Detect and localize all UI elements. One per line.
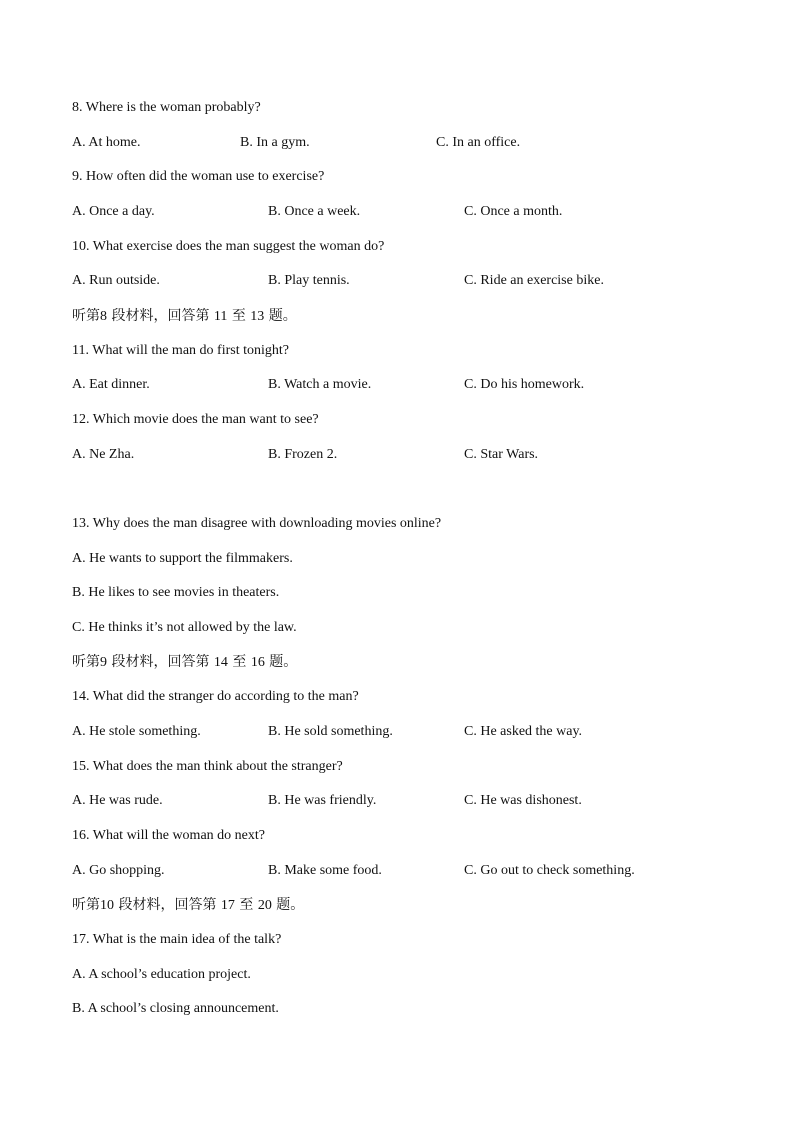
question-12-stem: 12. Which movie does the man want to see? bbox=[72, 412, 319, 427]
question-17-option-a: A. A school’s education project. bbox=[72, 967, 251, 982]
question-9-option-a: A. Once a day. bbox=[72, 204, 155, 219]
section-10-instruction: 听第10 段材料，回答第 17 至 20 题。 bbox=[72, 897, 305, 913]
question-9-option-c: C. Once a month. bbox=[464, 204, 563, 219]
question-13-option-b: B. He likes to see movies in theaters. bbox=[72, 585, 280, 600]
question-17-stem: 17. What is the main idea of the talk? bbox=[72, 932, 282, 947]
question-8-stem: 8. Where is the woman probably? bbox=[72, 100, 261, 115]
question-16-stem: 16. What will the woman do next? bbox=[72, 828, 265, 843]
question-8-option-b: B. In a gym. bbox=[240, 135, 310, 150]
question-13-option-c: C. He thinks it’s not allowed by the law. bbox=[72, 620, 297, 635]
question-9-option-b: B. Once a week. bbox=[268, 204, 361, 219]
question-8-option-c: C. In an office. bbox=[436, 135, 521, 150]
question-10-option-a: A. Run outside. bbox=[72, 273, 160, 288]
question-13-option-a: A. He wants to support the filmmakers. bbox=[72, 551, 293, 566]
section-8-instruction: 听第8 段材料，回答第 11 至 13 题。 bbox=[72, 308, 297, 324]
question-10-option-b: B. Play tennis. bbox=[268, 273, 350, 288]
question-11-option-c: C. Do his homework. bbox=[464, 377, 585, 392]
question-14-option-b: B. He sold something. bbox=[268, 724, 393, 739]
question-14-stem: 14. What did the stranger do according to the man? bbox=[72, 689, 359, 704]
question-13-stem: 13. Why does the man disagree with downloading movies online? bbox=[72, 516, 442, 531]
question-12-option-a: A. Ne Zha. bbox=[72, 447, 135, 462]
question-15-option-a: A. He was rude. bbox=[72, 793, 163, 808]
question-10-stem: 10. What exercise does the man suggest the woman do? bbox=[72, 239, 385, 254]
question-11-option-a: A. Eat dinner. bbox=[72, 377, 150, 392]
question-16-option-a: A. Go shopping. bbox=[72, 863, 165, 878]
question-12-option-c: C. Star Wars. bbox=[464, 447, 539, 462]
question-15-option-b: B. He was friendly. bbox=[268, 793, 377, 808]
question-14-option-a: A. He stole something. bbox=[72, 724, 201, 739]
question-9-stem: 9. How often did the woman use to exercise? bbox=[72, 169, 325, 184]
question-15-option-c: C. He was dishonest. bbox=[464, 793, 582, 808]
question-8-option-a: A. At home. bbox=[72, 135, 141, 150]
question-11-stem: 11. What will the man do first tonight? bbox=[72, 343, 289, 358]
question-11-option-b: B. Watch a movie. bbox=[268, 377, 372, 392]
question-12-option-b: B. Frozen 2. bbox=[268, 447, 338, 462]
question-16-option-c: C. Go out to check something. bbox=[464, 863, 635, 878]
question-10-option-c: C. Ride an exercise bike. bbox=[464, 273, 604, 288]
section-9-instruction: 听第9 段材料，回答第 14 至 16 题。 bbox=[72, 654, 298, 670]
question-16-option-b: B. Make some food. bbox=[268, 863, 382, 878]
question-17-option-b: B. A school’s closing announcement. bbox=[72, 1001, 279, 1016]
question-14-option-c: C. He asked the way. bbox=[464, 724, 583, 739]
question-15-stem: 15. What does the man think about the stranger? bbox=[72, 759, 343, 774]
